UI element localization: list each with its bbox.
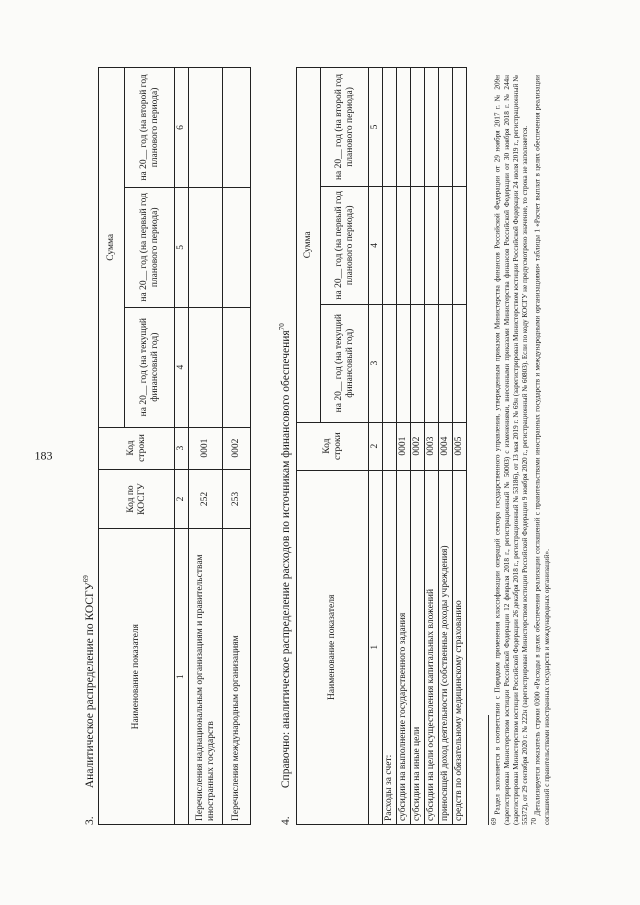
- s3-head-name: Наименование показателя: [99, 529, 175, 825]
- page-number: 183: [34, 448, 53, 463]
- footnote-text: Раздел заполняется в соответствии с Порядком применения классификации операций сектора государственного управления, утвержденным приказом Министерства финансов Российской Федерации от 29 ноября 2017 г. № 209н (зарегистрирован Министерством юстиции Российской Федерации 12 февраля 2018 г., регистрационный № 50003) с изменениями, внесенными приказами Министерства финансов Российской Федерации от 30 ноября 2018 г. № 244н (зарегистрирован Министерством юстиции Российской Федерации 26 декабря 2018 г., регистрационный № 53186), от 13 мая 2019 г. № 69н (зарегистрирован Министерством юстиции Российской Федерации 24 июля 2019 г., регистрационный № 55372), от 29 сентября 2020 г. № 222н (зарегистрирован Министерством юстиции Российской Федерации 9 ноября 2020 г., регистрационный № 60803). Если по коду КОСГУ не предусмотрено значение, то строка не заполняется.: [493, 74, 530, 825]
- section3-heading: [82, 575, 96, 825]
- table-row: [439, 68, 453, 825]
- s4-row-name: субсидии на иные цели: [411, 470, 425, 824]
- table-row: [425, 68, 439, 825]
- s4-cell-empty: [425, 186, 439, 304]
- s3-colnum: 2: [175, 469, 189, 529]
- s4-cell-empty: [453, 304, 467, 422]
- s4-row-name: субсидии на цели осуществления капитальных вложений: [425, 470, 439, 824]
- s3-colnum: 5: [175, 187, 189, 307]
- s4-row-code: 0005: [453, 422, 467, 470]
- footnote-separator: [488, 715, 489, 825]
- s4-row-code: 0004: [439, 422, 453, 470]
- s3-row-code: 0001: [189, 427, 223, 469]
- s3-head-code: Код строки: [99, 427, 175, 469]
- s4-colnum: 4: [369, 186, 383, 304]
- s4-colnum: 3: [369, 304, 383, 422]
- s4-cell-empty: [411, 186, 425, 304]
- s3-head-sum: Сумма: [99, 68, 125, 428]
- s4-cell-empty: [383, 304, 397, 422]
- section4-table: [296, 67, 467, 825]
- table-row: [383, 68, 397, 825]
- table-row: [189, 68, 223, 825]
- s3-cell-empty: [189, 307, 223, 427]
- s3-head-kosgu: Код по КОСГУ: [99, 469, 175, 529]
- s3-head-y3: на 20__ год (на второй год планового периода): [125, 68, 175, 188]
- s3-cell-empty: [223, 307, 251, 427]
- s4-colnum: 5: [369, 68, 383, 187]
- s3-colnum: 4: [175, 307, 189, 427]
- s4-head-code: Код строки: [297, 422, 369, 470]
- s4-cell-empty: [425, 304, 439, 422]
- s3-head-y2: на 20__ год (на первый год планового периода): [125, 187, 175, 307]
- s4-cell-empty: [439, 68, 453, 187]
- section3-number: 3.: [83, 816, 96, 825]
- s4-cell-empty: [397, 304, 411, 422]
- footnote-70: [530, 75, 552, 825]
- s3-colnum: 6: [175, 68, 189, 188]
- s4-row-code: [383, 422, 397, 470]
- s4-cell-empty: [439, 304, 453, 422]
- s3-row-name: Перечисления наднациональным организациям и правительствам иностранных государств: [189, 529, 223, 825]
- s4-head-y1: на 20__ год (на текущий финансовый год): [321, 304, 369, 422]
- s3-cell-empty: [223, 187, 251, 307]
- s3-row-name: Перечисления международным организациям: [223, 529, 251, 825]
- s4-head-y3: на 20__ год (на второй год планового периода): [321, 68, 369, 187]
- s4-cell-empty: [425, 68, 439, 187]
- footnote-69: [490, 75, 530, 825]
- s4-cell-empty: [439, 186, 453, 304]
- s4-colnum: 1: [369, 470, 383, 824]
- section4-title-footnote: 70: [278, 323, 286, 331]
- s4-cell-empty: [383, 186, 397, 304]
- s3-row-kosgu: 253: [223, 469, 251, 529]
- footnote-mark: 70: [530, 818, 539, 825]
- section3-table: [98, 67, 251, 825]
- section4-number: 4.: [279, 816, 292, 825]
- table-row: [411, 68, 425, 825]
- s4-row-code: 0003: [425, 422, 439, 470]
- s4-colnum: 2: [369, 422, 383, 470]
- s4-head-sum: Сумма: [297, 68, 321, 423]
- s4-row-name: средств по обязательному медицинскому страхованию: [453, 470, 467, 824]
- s4-row-name: субсидии на выполнение государственного задания: [397, 470, 411, 824]
- s3-row-code: 0002: [223, 427, 251, 469]
- footnote-text: Детализируется показатель строки 0300 «Расходы в целях обеспечения реализации соглашений с правительствами иностранных государств и международными организациями» таблицы 1 «Расчет выплат в целях обеспечения реализации соглашений с правительствами иностранных государств и международных организаций».: [533, 74, 551, 825]
- s3-cell-empty: [189, 187, 223, 307]
- section3-title-footnote: 69: [82, 575, 90, 583]
- footnote-mark: 69: [490, 818, 498, 825]
- s4-cell-empty: [397, 186, 411, 304]
- table-row: [223, 68, 251, 825]
- s3-colnum: 1: [175, 529, 189, 825]
- s3-cell-empty: [223, 68, 251, 188]
- s3-head-y1: на 20__ год (на текущий финансовый год): [125, 307, 175, 427]
- s4-row-name: приносящей доход деятельности (собственные доходы учреждения): [439, 470, 453, 824]
- section4-heading: [278, 323, 292, 825]
- table-row: [453, 68, 467, 825]
- s4-cell-empty: [383, 68, 397, 187]
- s3-cell-empty: [189, 68, 223, 188]
- s4-head-name: Наименование показателя: [297, 470, 369, 824]
- table-row: [397, 68, 411, 825]
- footnotes: [490, 75, 552, 825]
- s4-cell-empty: [411, 68, 425, 187]
- section3-title: Аналитическое распределение по КОСГУ: [83, 582, 96, 789]
- s4-head-y2: на 20__ год (на первый год планового периода): [321, 186, 369, 304]
- s4-cell-empty: [453, 68, 467, 187]
- s4-row-code: 0001: [397, 422, 411, 470]
- s4-cell-empty: [411, 304, 425, 422]
- section4-title: Справочно: аналитическое распределение расходов по источникам финансового обеспечения: [279, 330, 292, 789]
- s3-colnum: 3: [175, 427, 189, 469]
- s4-cell-empty: [397, 68, 411, 187]
- s3-row-kosgu: 252: [189, 469, 223, 529]
- s4-row-name: Расходы за счет:: [383, 470, 397, 824]
- s4-row-code: 0002: [411, 422, 425, 470]
- s4-cell-empty: [453, 186, 467, 304]
